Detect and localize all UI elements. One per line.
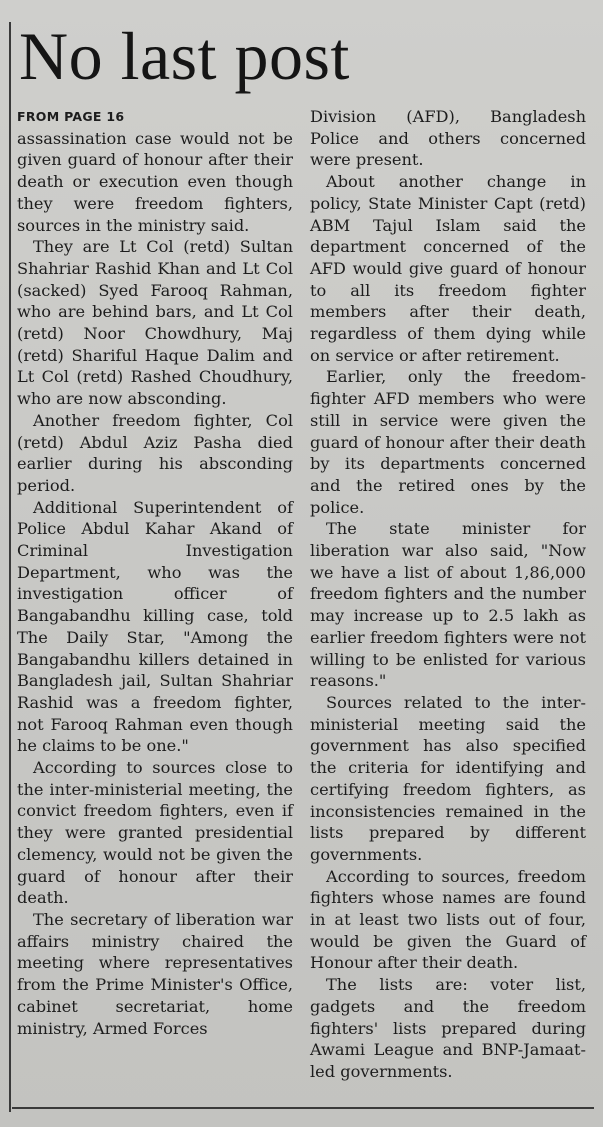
continuation-kicker: FROM PAGE 16 [17, 109, 125, 124]
article-column-right [310, 106, 586, 1083]
paragraph: Additional Superintendent of Police Abdul Kahar Akand of Criminal Investigation Department, who was the investigation officer of Bangabandhu killing case, told The Daily Star, "Among the Bangabandhu killers detained in Bangladesh jail, Sultan Shahriar Rashid was a freedom fighter, not Farooq Rahman even though he claims to be one." [17, 497, 293, 756]
column-rule-bottom [12, 1107, 594, 1109]
paragraph: They are Lt Col (retd) Sultan Shahriar Rashid Khan and Lt Col (sacked) Syed Farooq Rahman, who are behind bars, and Lt Col (retd) Noor Chowdhury, Maj (retd) Shariful Haque Dalim and Lt Col (retd) Rashed Choudhury, who are now absconding. [17, 237, 293, 409]
paragraph: Sources related to the inter-ministerial meeting said the government has also specified the criteria for identifying and certifying freedom fighters, as inconsistencies remained in the lists prepared by different governments. [310, 692, 586, 864]
paragraph: According to sources, freedom fighters whose names are found in at least two lists out of four, would be given the Guard of Honour after their death. [310, 866, 586, 973]
paragraph: About another change in policy, State Minister Capt (retd) ABM Tajul Islam said the department concerned of the AFD would give guard of honour to all its freedom fighter members after their death, regardless of them dying while on service or after retirement. [310, 172, 586, 365]
headline: No last post [19, 18, 350, 94]
paragraph: Another freedom fighter, Col (retd) Abdul Aziz Pasha died earlier during his absconding period. [17, 410, 293, 495]
column-rule-left [9, 22, 11, 1112]
paragraph: Earlier, only the freedom-fighter AFD members who were still in service were given the guard of honour after their death by its departments concerned and the retired ones by the police. [310, 367, 586, 517]
paragraph: assassination case would not be given guard of honour after their death or execution even though they were freedom fighters, sources in the ministry said. [17, 128, 293, 235]
paragraph: The lists are: voter list, gadgets and the freedom fighters' lists prepared during Awami League and BNP-Jamaat-led governments. [310, 975, 586, 1081]
paragraph: Division (AFD), Bangladesh Police and others concerned were present. [310, 107, 586, 170]
paragraph: The state minister for liberation war also said, "Now we have a list of about 1,86,000 freedom fighters and the number may increase up to 2.5 lakh as earlier freedom fighters were not willing to be enlisted for various reasons." [310, 519, 586, 691]
paragraph: The secretary of liberation war affairs ministry chaired the meeting where representatives from the Prime Minister's Office, cabinet secretariat, home ministry, Armed Forces [17, 910, 293, 1038]
paragraph: According to sources close to the inter-ministerial meeting, the convict freedom fighters, even if they were granted presidential clemency, would not be given the guard of honour after their death. [17, 758, 293, 908]
article-column-left [17, 106, 293, 1039]
